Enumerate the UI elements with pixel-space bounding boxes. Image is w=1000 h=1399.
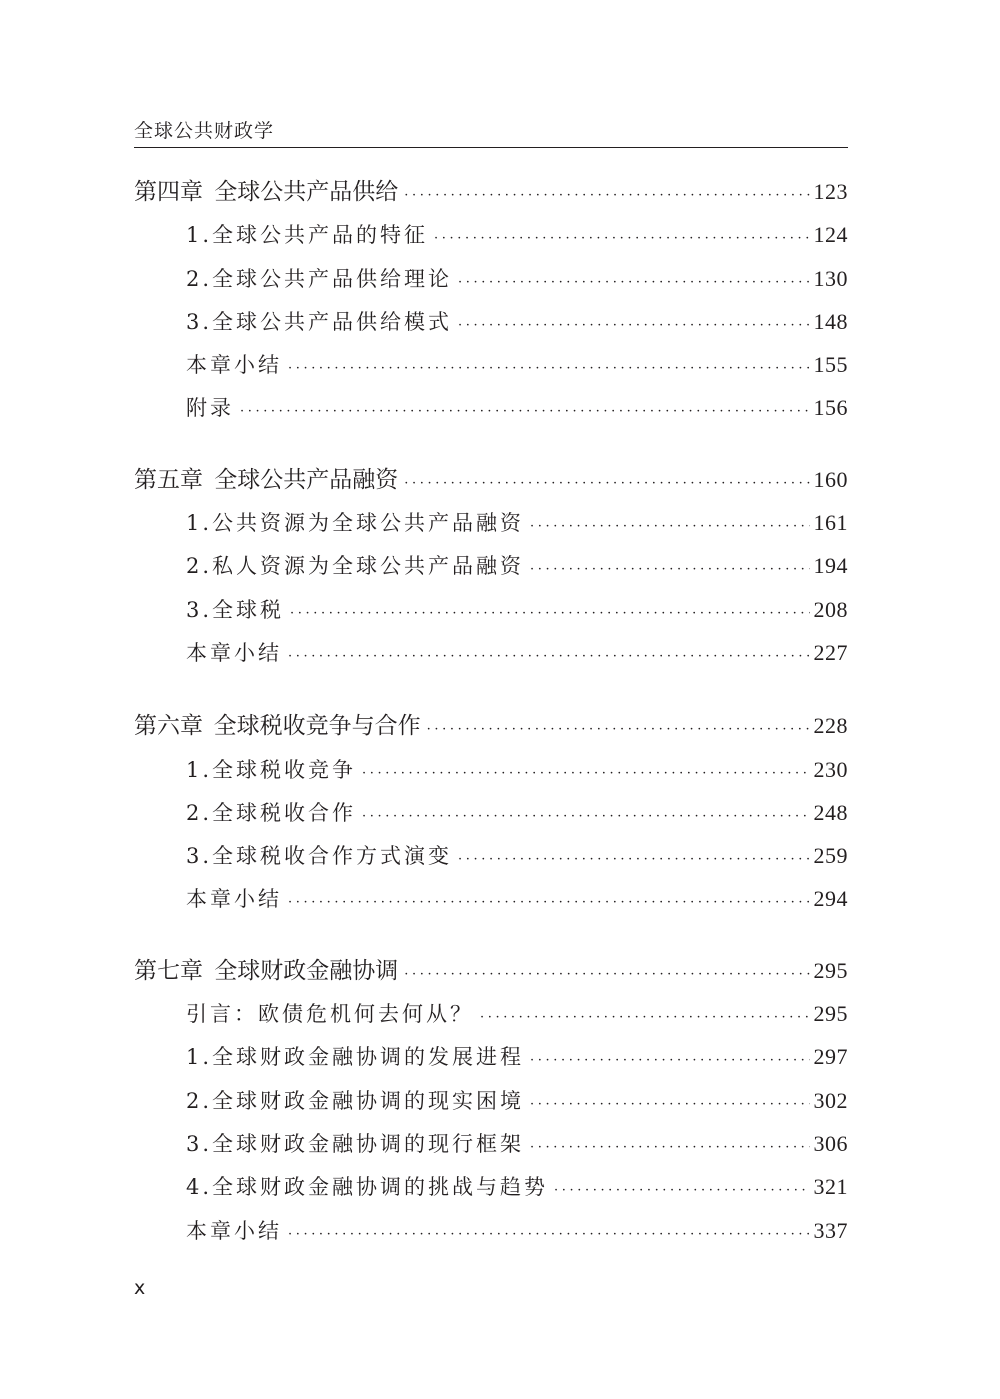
section-title: 本章小结 — [186, 353, 282, 378]
running-head: 全球公共财政学 — [134, 120, 275, 142]
page-number: 306 — [813, 1130, 848, 1156]
section-title: 1.全球公共产品的特征 — [186, 223, 429, 248]
leader-dots — [530, 1098, 809, 1111]
toc-section-row[interactable] — [134, 213, 848, 256]
leader-dots — [434, 232, 809, 245]
section-title: 1.全球税收竞争 — [186, 757, 357, 782]
toc-chapter-row[interactable] — [134, 704, 848, 747]
toc-section-row[interactable] — [134, 1079, 848, 1122]
chapter-number: 第四章 — [134, 179, 203, 205]
leader-dots — [288, 650, 810, 663]
section-title: 2.全球公共产品供给理论 — [186, 266, 453, 291]
page-number: 248 — [813, 799, 848, 825]
page-number: 208 — [813, 596, 848, 622]
page-number: 156 — [813, 395, 848, 421]
section-title: 本章小结 — [186, 1218, 282, 1243]
leader-dots — [288, 1228, 810, 1241]
toc-section-row[interactable] — [134, 1165, 848, 1208]
leader-dots — [458, 319, 809, 332]
toc-section-row[interactable] — [134, 257, 848, 300]
toc-section-row[interactable] — [134, 834, 848, 877]
leader-dots — [404, 189, 809, 202]
page-number: 230 — [813, 756, 848, 782]
chapter-5 — [134, 458, 848, 674]
section-title: 2.全球税收合作 — [186, 800, 357, 825]
section-title: 2.私人资源为全球公共产品融资 — [186, 554, 525, 579]
leader-dots — [530, 1141, 809, 1154]
chapter-number: 第五章 — [134, 466, 203, 493]
section-title: 3.全球财政金融协调的现行框架 — [186, 1131, 525, 1156]
section-title: 3.全球公共产品供给模式 — [186, 309, 453, 334]
section-title: 1.全球财政金融协调的发展进程 — [186, 1045, 525, 1070]
chapter-number: 第七章 — [134, 957, 203, 984]
page-number: 259 — [813, 843, 848, 869]
section-title: 本章小结 — [186, 640, 282, 665]
section-title: 引言：欧债危机何去何从？ — [186, 1002, 474, 1027]
toc-section-row[interactable] — [134, 791, 848, 834]
toc-chapter-row[interactable] — [134, 458, 848, 501]
toc-section-row[interactable] — [134, 1035, 848, 1078]
page-number: 155 — [813, 352, 848, 378]
toc-section-row[interactable] — [134, 877, 848, 920]
page-number: 194 — [813, 553, 848, 579]
leader-dots — [288, 896, 810, 909]
leader-dots — [240, 405, 810, 418]
section-title: 4.全球财政金融协调的挑战与趋势 — [186, 1175, 549, 1200]
chapter-number: 第六章 — [134, 713, 203, 740]
chapter-title: 全球公共产品融资 — [214, 466, 399, 493]
section-title: 2.全球财政金融协调的现实困境 — [186, 1088, 525, 1113]
page-number: 130 — [813, 265, 848, 291]
toc-section-row[interactable] — [134, 588, 848, 631]
chapter-7 — [134, 949, 848, 1252]
toc-section-row[interactable] — [134, 501, 848, 544]
section-title: 3.全球税收合作方式演变 — [186, 844, 453, 869]
toc-section-row[interactable] — [134, 300, 848, 343]
section-title: 3.全球税 — [186, 597, 285, 622]
chapter-title: 全球税收竞争与合作 — [213, 713, 421, 740]
toc-section-row[interactable] — [134, 1122, 848, 1165]
page-number: 148 — [813, 308, 848, 334]
leader-dots — [480, 1011, 810, 1024]
page-number: 123 — [813, 179, 848, 204]
toc-section-row[interactable] — [134, 343, 848, 386]
toc-section-row[interactable] — [134, 544, 848, 587]
page-number: 228 — [813, 713, 848, 739]
page-number: 297 — [813, 1044, 848, 1070]
page-number: 295 — [813, 1001, 848, 1027]
leader-dots — [458, 276, 809, 289]
page-number: 160 — [813, 466, 848, 492]
toc-section-row[interactable] — [134, 992, 848, 1035]
page-number: 295 — [813, 957, 848, 983]
section-title: 1.公共资源为全球公共产品融资 — [186, 511, 525, 536]
chapter-6 — [134, 704, 848, 920]
section-title: 本章小结 — [186, 887, 282, 912]
toc-chapter-row[interactable] — [134, 170, 848, 213]
leader-dots — [290, 607, 809, 620]
toc-section-row[interactable] — [134, 748, 848, 791]
leader-dots — [530, 520, 809, 533]
page-number: 321 — [813, 1174, 848, 1200]
leader-dots — [362, 810, 809, 823]
chapter-title: 全球公共产品供给 — [214, 179, 399, 205]
leader-dots — [530, 563, 809, 576]
toc-section-row[interactable] — [134, 386, 848, 429]
table-of-contents — [134, 170, 848, 1280]
leader-dots — [404, 968, 809, 981]
page-number: 294 — [813, 886, 848, 912]
page-number: 337 — [813, 1217, 848, 1243]
chapter-title: 全球财政金融协调 — [214, 957, 399, 984]
leader-dots — [458, 853, 809, 866]
leader-dots — [554, 1184, 809, 1197]
leader-dots — [404, 477, 809, 490]
leader-dots — [288, 362, 810, 375]
toc-section-row[interactable] — [134, 1209, 848, 1252]
page-number: 227 — [813, 639, 848, 665]
leader-dots — [427, 723, 810, 736]
section-title: 附录 — [186, 396, 234, 421]
page-number: 124 — [813, 222, 848, 248]
header-rule — [134, 147, 848, 148]
page-folio: x — [134, 1277, 146, 1299]
leader-dots — [362, 767, 809, 780]
leader-dots — [530, 1054, 809, 1067]
toc-section-row[interactable] — [134, 631, 848, 674]
page-number: 302 — [813, 1087, 848, 1113]
page-number: 161 — [813, 510, 848, 536]
chapter-4 — [134, 170, 848, 430]
toc-chapter-row[interactable] — [134, 949, 848, 992]
